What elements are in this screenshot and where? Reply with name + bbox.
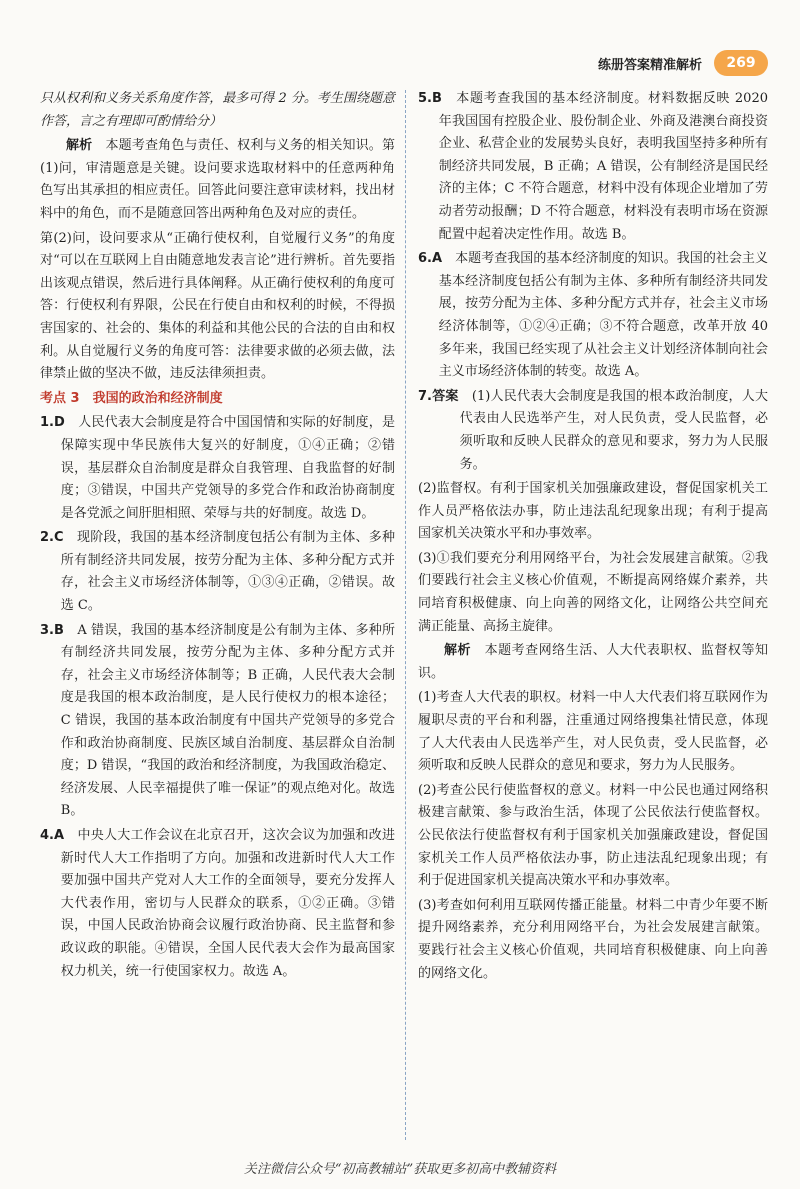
analysis-paragraph xyxy=(40,135,395,225)
header-title: 练册答案精准解析 xyxy=(597,57,702,73)
answer-3-number: 3.B xyxy=(40,622,64,638)
score-note: 只从权利和义务关系角度作答，最多可得 2 分。考生围绕题意作答，言之有理即可酌情给分） xyxy=(40,91,395,129)
section-heading: 考点 3 我国的政治和经济制度 xyxy=(40,390,223,406)
left-column xyxy=(40,88,395,985)
answer-7 xyxy=(418,386,768,476)
answer-3-text: A 错误，我国的基本经济制度是公有制为主体、多种所有制经济共同发展，按劳分配为主体、多种分配方式并存，社会主义市场经济体制等；B 正确，人民代表大会制度是我国的根本政治制度，是人民行使权力的根本途径；C 错误，我国的基本政治制度有中国共产党领导的多党合作和政治协商制度、民族区域自治制度、基层群众自治制度；D 错误，“我国的政治和经济制度，为我国政治稳定、经济发展、人民幸福提供了唯一保证”的观点绝对化。故选 B。 xyxy=(60,622,395,819)
page-header xyxy=(598,50,768,76)
analysis-7-part-2: (2)考查公民行使监督权的意义。材料一中公民也通过网络积极建言献策、参与政治生活，体现了公民依法行使监督权。公民依法行使监督权有利于国家机关加强廉政建设，督促国家机关工作人员严格依法办事，防止违法乱纪现象出现；有利于促进国家机关提高决策水平和办事效率。 xyxy=(418,782,768,889)
answer-4 xyxy=(40,825,395,983)
answer-2-text: 现阶段，我国的基本经济制度包括公有制为主体、多种所有制经济共同发展，按劳分配为主体、多种分配方式并存，社会主义市场经济体制等，①③④正确，②错误。故选 C。 xyxy=(60,530,395,614)
column-divider xyxy=(405,90,406,1140)
analysis-7-intro: 本题考查网络生活、人大代表职权、监督权等知识。 xyxy=(418,643,768,681)
answer-1-number: 1.D xyxy=(40,415,65,431)
answer-6-number: 6.A xyxy=(418,251,443,267)
answer-6 xyxy=(418,248,768,384)
analysis-7-part-3: (3)考查如何利用互联网传播正能量。材料二中青少年要不断提升网络素养，充分利用网络平台，为社会发展建言献策。要践行社会主义核心价值观，共同培育积极健康、向上向善的网络文化。 xyxy=(418,897,768,981)
analysis-paragraph-2: 第(2)问，设问要求从“正确行使权利，自觉履行义务”的角度对“可以在互联网上自由随意地发表言论”进行辨析。首先要指出该观点错误，然后进行具体阐释。从正确行使权利的角度可答：行使权利有界限，公民在行使自由和权利的时候，不得损害国家的、社会的、集体的利益和其他公民的合法的自由和权利。从自觉履行义务的角度可答：法律要求做的必须去做，法律禁止做的坚决不做，违反法律须担责。 xyxy=(40,230,395,382)
answer-2-number: 2.C xyxy=(40,530,64,546)
analysis-label-7: 解析 xyxy=(444,643,472,659)
right-column xyxy=(418,88,768,987)
answer-7-part-1: (1)人民代表大会制度是我国的根本政治制度，人大代表由人民选举产生，对人民负责，受人民监督，必须听取和反映人民群众的意见和要求，努力为人民服务。 xyxy=(459,388,768,472)
answer-7-analysis xyxy=(418,640,768,685)
answer-1-text: 人民代表大会制度是符合中国国情和实际的好制度，是保障实现中华民族伟大复兴的好制度，①④正确；②错误，基层群众自治制度是群众自我管理、自我监督的好制度；③错误，中国共产党领导的多党合作和政治协商制度是各党派之间肝胆相照、荣辱与共的好制度。故选 D。 xyxy=(60,415,395,521)
answer-2 xyxy=(40,527,395,617)
answer-6-text: 本题考查我国的基本经济制度的知识。我国的社会主义基本经济制度包括公有制为主体、多种所有制经济共同发展，按劳分配为主体、多种分配方式并存，社会主义市场经济体制等，①②④正确；③不符合题意，改革开放 40 多年来，我国已经实现了从社会主义计划经济体制向社会主义市场经济体制的转变。故选 A。 xyxy=(438,251,768,380)
answer-1 xyxy=(40,412,395,525)
answer-7-part-2: (2)监督权。有利于国家机关加强廉政建设，督促国家机关工作人员严格依法办事，防止违法乱纪现象出现；有利于提高国家机关决策水平和办事效率。 xyxy=(418,481,768,542)
analysis-7-part-1: (1)考查人大代表的职权。材料一中人大代表们将互联网作为履职尽责的平台和利器，注重通过网络搜集社情民意，体现了人大代表由人民选举产生，对人民负责，受人民监督，必须听取和反映人民群众的意见和要求，努力为人民服务。 xyxy=(418,690,768,774)
answer-5-text: 本题考查我国的基本经济制度。材料数据反映 2020 年我国国有控股企业、股份制企业、外商及港澳台商投资企业、私营企业的发展势头良好，表明我国坚持多种所有制经济共同发展，B 正确；A 错误，公有制经济是国民经济的主体；C 不符合题意，材料中没有体现企业增加了劳动者劳动报酬；D 不符合题意，材料没有表明市场在资源配置中起着决定性作用。故选 B。 xyxy=(438,91,768,242)
page-number-badge: 269 xyxy=(714,50,768,76)
answer-7-number: 7.答案 xyxy=(418,388,459,404)
answer-4-text: 中央人大工作会议在北京召开，这次会议为加强和改进新时代人大工作指明了方向。加强和改进新时代人大工作要加强中国共产党对人大工作的全面领导，要充分发挥人大代表作用，密切与人民群众的联系，①②正确。③错误，中国人民政治协商会议履行政治协商、民主监督和参政议政的职能。④错误，全国人民代表大会作为最高国家权力机关，统一行使国家权力。故选 A。 xyxy=(60,828,395,979)
analysis-text: 本题考查角色与责任、权利与义务的相关知识。第(1)问，审清题意是关键。设问要求选取材料中的任意两种角色写出其承担的相应责任。回答此问要注意审读材料，找出材料中的角色，而不是随意回答出两种角色及对应的责任。 xyxy=(40,138,395,221)
answer-3 xyxy=(40,620,395,823)
analysis-label: 解析 xyxy=(66,138,93,154)
footer-note: 关注微信公众号“初高教辅站”获取更多初高中教辅资料 xyxy=(243,1162,557,1177)
answer-4-number: 4.A xyxy=(40,828,65,843)
answer-5-number: 5.B xyxy=(418,91,442,106)
answer-7-part-3: (3)①我们要充分利用网络平台，为社会发展建言献策。②我们要践行社会主义核心价值观，不断提高网络媒介素养，共同培育积极健康、向上向善的网络文化，让网络公共空间充满正能量、高扬主旋律。 xyxy=(418,550,768,634)
answer-5 xyxy=(418,88,768,246)
